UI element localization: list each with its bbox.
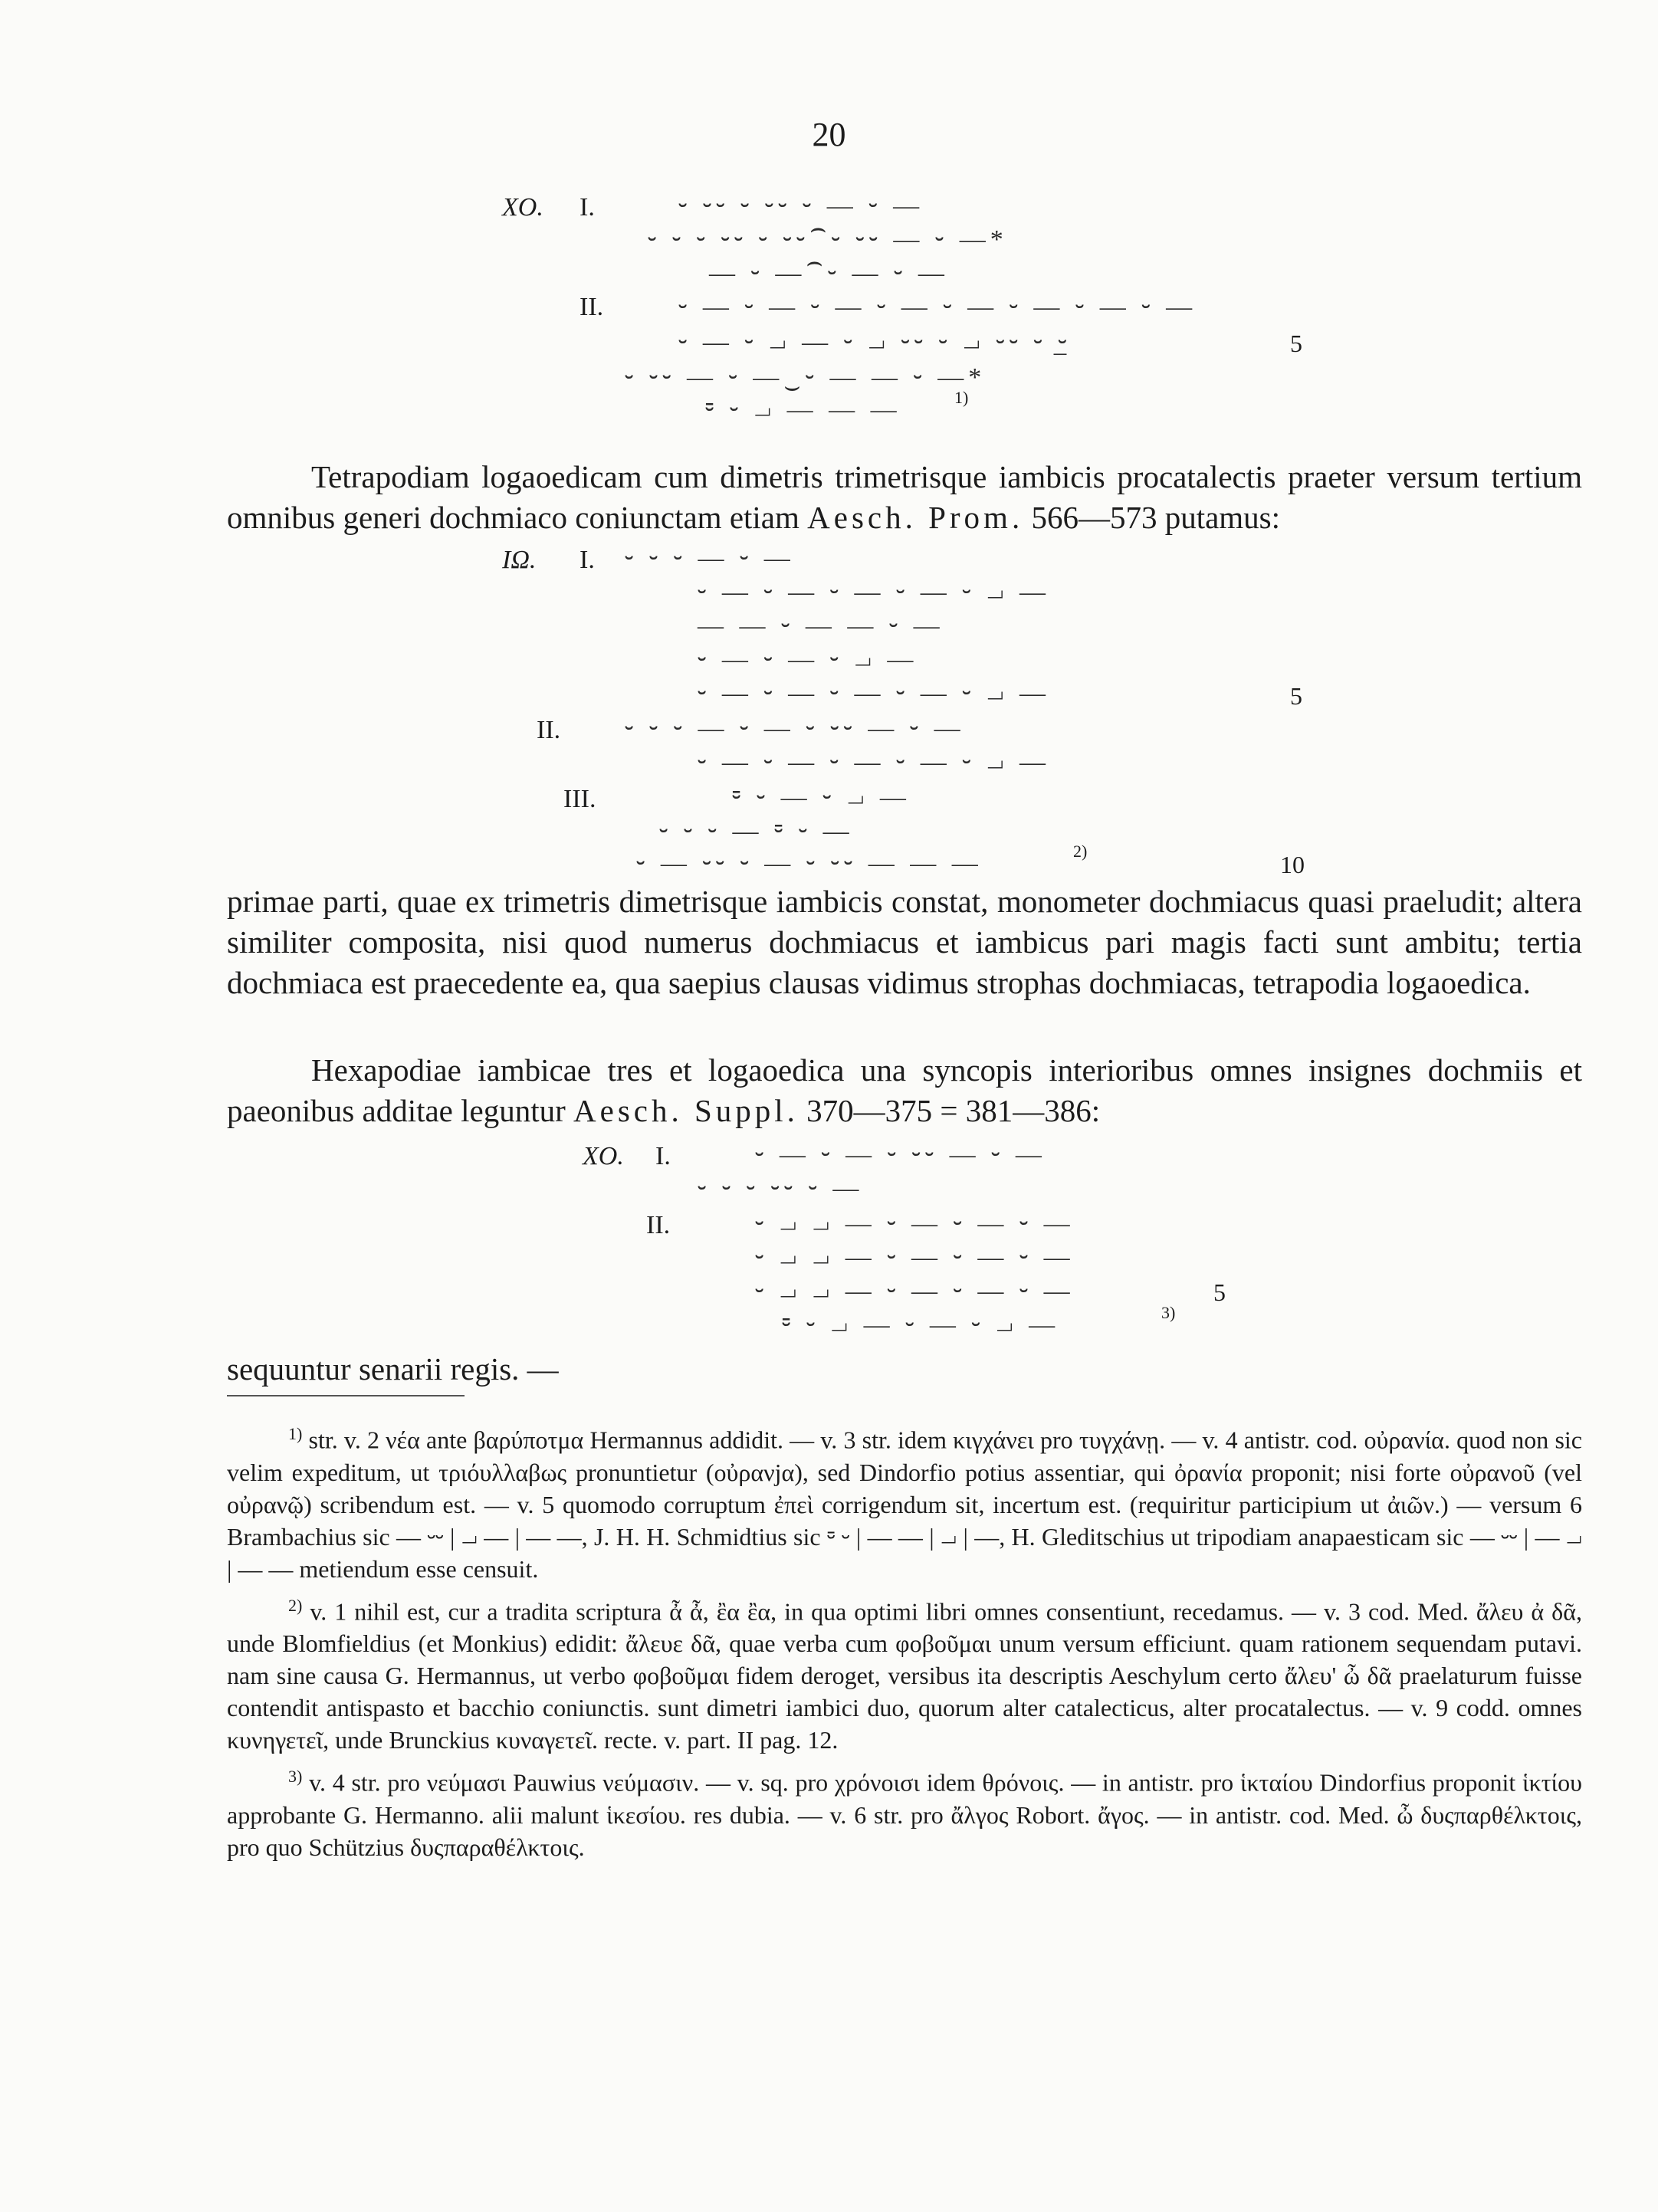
- meter-line: — — ⏑ — — ⏑ —: [698, 612, 944, 640]
- footnote-text: v. 4 str. pro νεύμασι Pauwius νεύμασιν. — v. sq. pro χρόνοισι idem θρόνοις. — in antistr. pro ἱκταίου Dindorfius proponit ἱκτίου approbante G. Hermanno. alii malunt ἱκεσίου. res dubia. — v. 6 str. pro ἄλγος Robort. ἄγος. — in antistr. cod. Med. ὦ δυςπαρθέλκτοις, pro quo Schützius δυςπαραθέλκτοις.: [227, 1768, 1583, 1861]
- meter-line: ⏑ — ⏑ — ⏑ ⏑⏑ — ⏑ —: [755, 1140, 1046, 1169]
- line-number: 5: [1290, 330, 1302, 357]
- line-number: 5: [1290, 682, 1302, 710]
- paragraph: [227, 1349, 1582, 1390]
- meter-line: ⏑ — ⏑ ⏗ — ⏑ ⏗ ⏑⏑ ⏑ ⏗ ⏑⏑ ⏑ ⏑̲: [678, 328, 1072, 356]
- footnote: [227, 1590, 1582, 1757]
- meter-line: ⏑ ⏑ ⏑ — ⏒ ⏑ —: [659, 817, 854, 845]
- meter-line: ⏑ — ⏑ — ⏑ — ⏑ — ⏑ ⏗ —: [698, 748, 1051, 776]
- meter-line: ⏑ ⏑⏑ ⏑ ⏑⏑ ⏑ — ⏑ —: [678, 192, 924, 220]
- footnote-ref: 3): [1161, 1303, 1176, 1322]
- citation: Aesch. Suppl.: [573, 1093, 799, 1128]
- footnote: [227, 1761, 1582, 1863]
- paragraph: [227, 457, 1582, 538]
- meter-line: ⏒ ⏑ ⏗ — ⏑ — ⏑ ⏗ —: [782, 1311, 1060, 1339]
- line-number: 5: [1213, 1278, 1226, 1306]
- meter-line: ⏑ ⏗ ⏗ — ⏑ — ⏑ — ⏑ —: [755, 1243, 1075, 1272]
- footnote-ref: 2): [1073, 842, 1088, 861]
- footnote-ref: 1): [954, 388, 969, 407]
- meter-line: ⏑ ⏑ ⏑ ⏑⏑ ⏑ —: [698, 1174, 864, 1203]
- meter-line: ⏑ ⏑ ⏑ ⏑⏑ ⏑ ⏑⏑⁀⏑ ⏑⏑ — ⏑ —*: [648, 225, 1008, 254]
- strophe-number: II.: [537, 716, 561, 744]
- strophe-number: I.: [579, 193, 595, 222]
- paragraph: [227, 881, 1582, 1003]
- speaker-label: ΙΩ.: [502, 546, 537, 574]
- speaker-label: ΧΟ.: [583, 1142, 624, 1170]
- meter-line: ⏒ ⏑ — ⏑ ⏗ —: [732, 783, 911, 812]
- footnote: [227, 1418, 1582, 1585]
- paragraph-text: Tetrapodiam logaoedicam cum dimetris trimetrisque iambicis procatalectis praeter versum tertium omnibus generi dochmiaco coniunctam etiam: [227, 459, 1582, 535]
- paragraph-text: 566—573 putamus:: [1031, 500, 1281, 535]
- strophe-number: I.: [655, 1142, 671, 1170]
- footnote-mark: 3): [288, 1767, 303, 1787]
- meter-line: — ⏑ —⁀⏑ — ⏑ —: [709, 259, 949, 287]
- strophe-number: II.: [579, 293, 604, 321]
- meter-line: ⏑ ⏑ ⏑ — ⏑ —: [625, 544, 795, 573]
- meter-line: ⏑ — ⏑ — ⏑ ⏗ —: [698, 645, 918, 674]
- footnote-text: str. v. 2 νέα ante βαρύποτμα Hermannus addidit. — v. 3 str. idem κιγχάνει pro τυγχάνῃ. — v. 4 antistr. cod. οὐρανία. quod non sic velim expeditum, ut τριόυλλαβως pronuntietur (οὐρανjα), sed Dindorfio potius assentiar, qui ὀρανία proponit; nisi forte οὐρανοῦ (vel οὐρανῷ) scribendum est. — v. 5 quomodo corruptum ἐπεὶ corrigendum sit, incertum est. (requiritur participium ut ἀιῶν.) — versum 6 Brambachius sic — ⏑⏑ | ⏗ — | — —, J. H. H. Schmidtius sic ⏒ ⏑ | — — | ⏗ | —, H. Gleditschius ut tripodiam anapaesticam sic — ⏑⏑ | — ⏗ | — — metiendum esse censuit.: [227, 1426, 1583, 1583]
- strophe-number: II.: [646, 1211, 671, 1239]
- paragraph-text: 370—375 = 381—386:: [806, 1093, 1101, 1128]
- meter-line: ⏑ — ⏑ — ⏑ — ⏑ — ⏑ ⏗ —: [698, 578, 1051, 606]
- meter-line: ⏑ — ⏑⏑ ⏑ — ⏑ ⏑⏑ — — —: [636, 849, 983, 878]
- paragraph: [227, 1050, 1582, 1131]
- paragraph-text: sequuntur senarii regis. —: [227, 1351, 559, 1387]
- meter-line: ⏑ ⏑⏑ — ⏑ —‿⏑ — — ⏑ —*: [625, 363, 987, 392]
- citation: Aesch. Prom.: [807, 500, 1024, 535]
- meter-line: ⏑ ⏑ ⏑ — ⏑ — ⏑ ⏑⏑ — ⏑ —: [625, 714, 965, 743]
- paragraph-text: primae parti, quae ex trimetris dimetrisque iambicis constat, monometer dochmiacus quasi praeludit; altera similiter composita, nisi quod numerus dochmiacus et iambicus pari magis facti sunt ambitu; tertia dochmiaca est praecedente ea, qua saepius clausas vidimus strophas dochmiacas, tetrapodia logaoedica.: [227, 884, 1582, 1000]
- page-number: 20: [812, 116, 846, 153]
- meter-line: ⏑ — ⏑ — ⏑ — ⏑ — ⏑ — ⏑ — ⏑ — ⏑ —: [678, 293, 1197, 321]
- footnotes: [227, 1418, 1582, 1868]
- paragraph-text: Hexapodiae iambicae tres et logaoedica una syncopis interioribus omnes insignes dochmiis et paeonibus additae leguntur: [227, 1052, 1582, 1128]
- meter-line: ⏑ ⏗ ⏗ — ⏑ — ⏑ — ⏑ —: [755, 1277, 1075, 1305]
- speaker-label: ΧΟ.: [502, 193, 543, 222]
- strophe-number: I.: [579, 546, 595, 574]
- footnote-mark: 1): [288, 1424, 303, 1443]
- meter-line: ⏑ ⏗ ⏗ — ⏑ — ⏑ — ⏑ —: [755, 1209, 1075, 1238]
- footnote-separator: [227, 1395, 465, 1396]
- meter-line: ⏑ — ⏑ — ⏑ — ⏑ — ⏑ ⏗ —: [698, 679, 1051, 707]
- footnote-text: v. 1 nihil est, cur a tradita scriptura ἆ ἆ, ἒα ἒα, in qua optimi libri omnes consentiunt, recedamus. — v. 3 cod. Med. ἄλευ ἀ δᾶ, unde Blomfieldius (et Monkius) edidit: ἄλευε δᾶ, quae verba cum φοβοῦμαι unum versum efficiunt. quam rationem sequendam putavi. nam sine causa G. Hermannus, ut verbo φοβοῦμαι fidem deroget, versibus ita descriptis Aeschylum certo ἄλευ' ὦ δᾶ praelaturum fuisse contendit antispasto et bacchio coniunctis. sunt dimetri iambici duo, quorum alter catalecticus, alter procatalectus. — v. 9 codd. omnes κυνηγετεῖ, unde Brunckius κυναγετεῖ. recte. v. part. II pag. 12.: [227, 1597, 1583, 1754]
- line-number: 10: [1280, 851, 1305, 878]
- strophe-number: III.: [563, 785, 596, 813]
- meter-line: ⏒ ⏑ ⏗ — — —: [705, 395, 901, 424]
- footnote-mark: 2): [288, 1595, 303, 1615]
